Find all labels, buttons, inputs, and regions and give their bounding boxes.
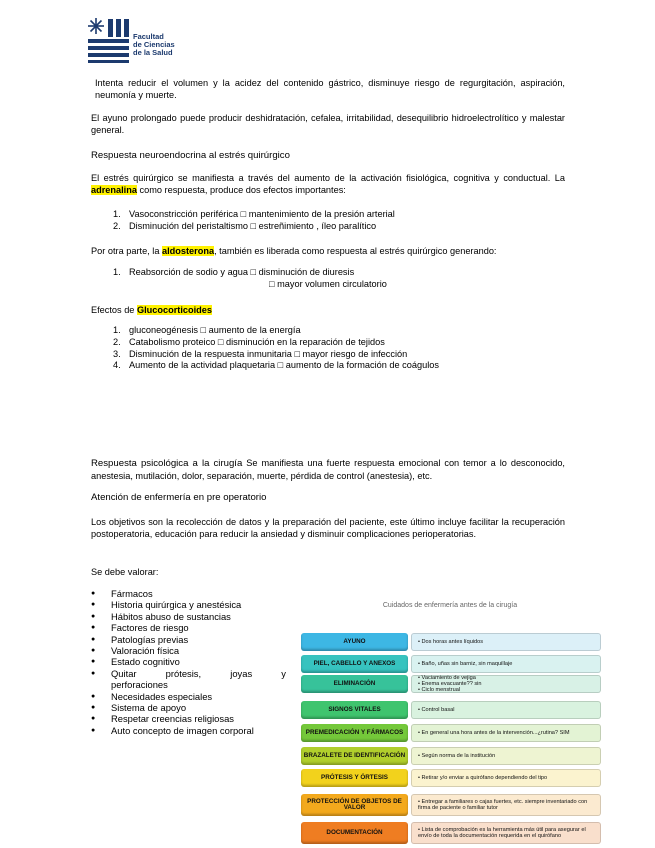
diagram-row-label: PRÓTESIS Y ÓRTESIS	[301, 769, 408, 787]
list-item: ● Estado cognitivo	[91, 656, 286, 667]
paragraph-adrenalina: El estrés quirúrgico se manifiesta a través del aumento de la activación fisiológica, cognitiva y conductual. La adrenalina como respuesta, produce dos efectos importantes:	[91, 173, 565, 195]
diagram-row-value: • Entregar a familiares o cajas fuertes, etc. siempre inventariado con firma de paciente o familiar tutor	[411, 794, 601, 816]
list-item: 1. gluconeogénesis □ aumento de la energía	[113, 325, 301, 335]
list-item: 1. Vasoconstricción periférica □ mantenimiento de la presión arterial	[113, 209, 395, 219]
paragraph-ayuno-prolongado: El ayuno prolongado puede producir deshidratación, cefalea, irritabilidad, desequilibrio hidroelectrolítico y malestar general.	[91, 113, 565, 135]
list-item: 1. Reabsorción de sodio y agua □ disminución de diuresis	[113, 267, 355, 277]
list-item: ● Auto concepto de imagen corporal	[91, 725, 286, 736]
list-item: ● Patologías previas	[91, 634, 286, 645]
diagram-row-value: • Según norma de la institución	[411, 747, 601, 765]
diagram-row-label: PREMEDICACIÓN Y FÁRMACOS	[301, 724, 408, 742]
list-item: ● Quitar prótesis, joyas y perforaciones	[91, 668, 286, 691]
list-item: ● Necesidades especiales	[91, 691, 286, 702]
highlight-glucocorticoides: Glucocorticoides	[136, 305, 213, 315]
asterisk-icon	[88, 18, 104, 34]
diagram-row-label: ELIMINACIÓN	[301, 675, 408, 693]
list-item-continuation: □ mayor volumen circulatorio	[269, 278, 387, 289]
heading-atencion-enfermeria: Atención de enfermería en pre operatorio	[91, 492, 267, 503]
list-valoracion	[91, 588, 286, 736]
paragraph-respuesta-psicologica: Respuesta psicológica a la cirugía Se manifiesta una fuerte respuesta emocional con temor a lo desconocido, anestesia, mutilación, dolor, separación, muerte, pérdida de control (anestesia), etc.	[91, 458, 565, 481]
list-glucocorticoides-effects	[113, 325, 563, 372]
list-item: ● Valoración física	[91, 645, 286, 656]
list-item: ● Factores de riesgo	[91, 622, 286, 633]
list-item: 2. Catabolismo proteico □ disminución en la reparación de tejidos	[113, 336, 385, 347]
paragraph-aldosterona: Por otra parte, la aldosterona, también es liberada como respuesta al estrés quirúrgico generando:	[91, 246, 497, 256]
diagram-row-label: AYUNO	[301, 633, 408, 651]
list-item: ● Historia quirúrgica y anestésica	[91, 599, 286, 610]
diagram-row-value: • Dos horas antes líquidos	[411, 633, 601, 651]
faculty-name: Facultad de Ciencias de la Salud	[133, 32, 175, 57]
list-item: 2. Disminución del peristaltismo □ estreñimiento , íleo paralítico	[113, 220, 377, 231]
diagram-row-value: • Retirar y/o enviar a quirófano dependiendo del tipo	[411, 769, 601, 787]
diagram-row-value: • Lista de comprobación es la herramienta más útil para asegurar el envío de toda la documentación requerida en el quirófano	[411, 822, 601, 844]
list-item: ● Sistema de apoyo	[91, 702, 286, 713]
heading-glucocorticoides: Efectos de Glucocorticoides	[91, 305, 213, 315]
diagram-row-value: • Control basal	[411, 701, 601, 719]
list-item: ● Hábitos abuso de sustancias	[91, 611, 286, 622]
heading-neuroendocrina: Respuesta neuroendocrina al estrés quirúrgico	[91, 150, 290, 161]
diagram-row-label: PIEL, CABELLO Y ANEXOS	[301, 655, 408, 673]
list-item: ● Respetar creencias religiosas	[91, 713, 286, 724]
list-item: 3. Disminución de la respuesta inmunitaria □ mayor riesgo de infección	[113, 348, 408, 359]
diagram-row-label: SIGNOS VITALES	[301, 701, 408, 719]
list-item: 4. Aumento de la actividad plaquetaria □ aumento de la formación de coágulos	[113, 360, 439, 371]
highlight-adrenalina: adrenalina	[91, 185, 137, 195]
paragraph-ayuno: Intenta reducir el volumen y la acidez del contenido gástrico, disminuye riesgo de regurgitación, aspiración, neumonía y muerte.	[95, 78, 565, 100]
diagram-row-value: • En general una hora antes de la intervención...¿rutina? SIM	[411, 724, 601, 742]
diagram-title: Cuidados de enfermería antes de la cirugía	[382, 602, 518, 609]
diagram-row-label: BRAZALETE DE IDENTIFICACIÓN	[301, 747, 408, 765]
heading-respuesta-psicologica: Respuesta psicológica a la cirugía	[91, 458, 243, 469]
list-aldosterona-effects	[113, 267, 563, 291]
paragraph-objetivos: Los objetivos son la recolección de datos y la preparación del paciente, este último incluye facilitar la recuperación postoperatoria, educación para reducir la ansiedad y disminuir complicaciones perioperatorias.	[91, 517, 565, 539]
diagram-row-label: PROTECCIÓN DE OBJETOS DE VALOR	[301, 794, 408, 816]
list-adrenalina-effects	[113, 209, 563, 233]
diagram-row-value: • Baño, uñas sin barniz, sin maquillaje	[411, 655, 601, 673]
list-item: ● Fármacos	[91, 588, 286, 599]
highlight-aldosterona: aldosterona	[161, 246, 215, 256]
diagram-row-value: • Vaciamiento de vejiga • Enema evacuante?? sin • Ciclo menstrual	[411, 675, 601, 693]
heading-se-debe-valorar: Se debe valorar:	[91, 567, 159, 577]
diagram-row-label: DOCUMENTACIÓN	[301, 822, 408, 844]
